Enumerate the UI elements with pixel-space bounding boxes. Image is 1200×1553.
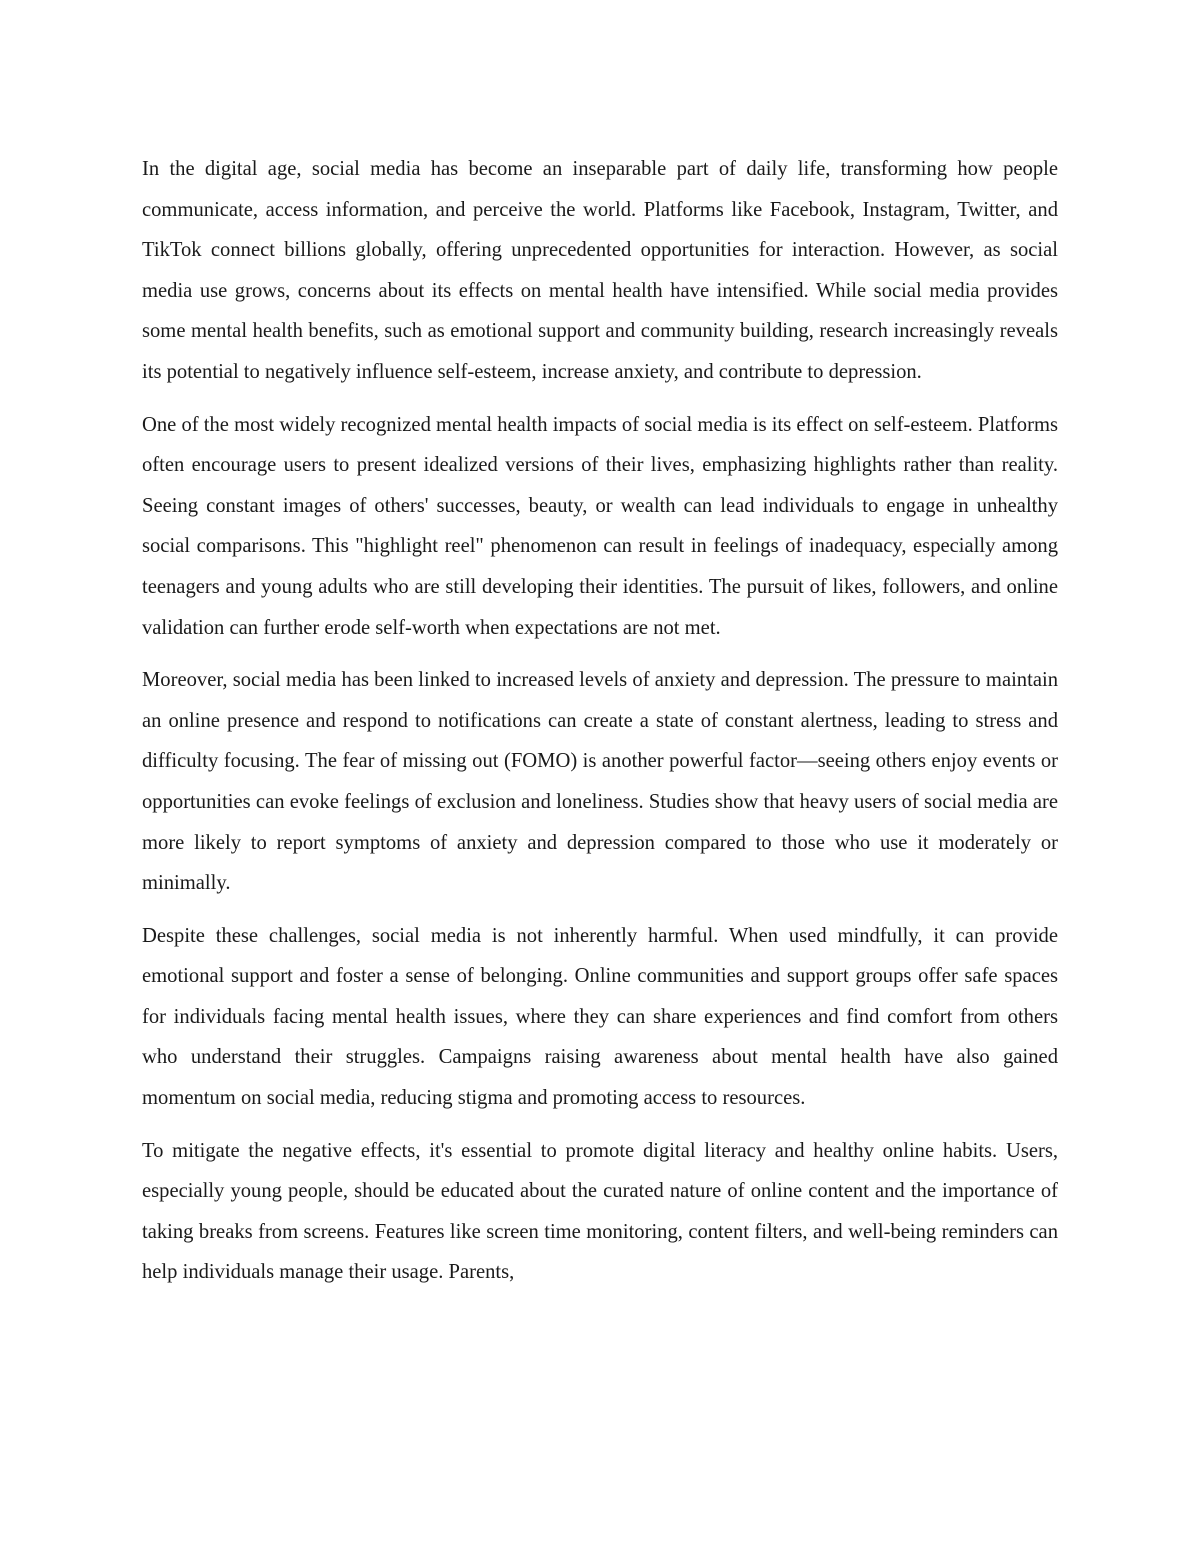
paragraph-benefits: Despite these challenges, social media is not inherently harmful. When used mindfully, it can provide emotional support and foster a sense of belonging. Online communities and support groups offer safe spaces for individuals facing mental health issues, where they can share experiences and find comfort from others who understand their struggles. Campaigns raising awareness about mental health have also gained momentum on social media, reducing stigma and promoting access to resources. bbox=[142, 924, 1058, 1110]
paragraph-anxiety-depression: Moreover, social media has been linked to increased levels of anxiety and depression. The pressure to maintain an online presence and respond to notifications can create a state of constant alertness, leading to stress and difficulty focusing. The fear of missing out (FOMO) is another powerful factor—seeing others enjoy events or opportunities can evoke feelings of exclusion and loneliness. Studies show that heavy users of social media are more likely to report symptoms of anxiety and depression compared to those who use it moderately or minimally. bbox=[142, 669, 1058, 895]
document-body bbox=[142, 149, 1058, 1293]
paragraph-intro: In the digital age, social media has become an inseparable part of daily life, transforming how people communicate, access information, and perceive the world. Platforms like Facebook, Instagram, Twitter, and TikTok connect billions globally, offering unprecedented opportunities for interaction. However, as social media use grows, concerns about its effects on mental health have intensified. While social media provides some mental health benefits, such as emotional support and community building, research increasingly reveals its potential to negatively influence self-esteem, increase anxiety, and contribute to depression. bbox=[142, 158, 1058, 383]
paragraph-mitigation: To mitigate the negative effects, it's essential to promote digital literacy and healthy online habits. Users, especially young people, should be educated about the curated nature of online content and the importance of taking breaks from screens. Features like screen time monitoring, content filters, and well-being reminders can help individuals manage their usage. Parents, bbox=[142, 1139, 1058, 1284]
paragraph-self-esteem: One of the most widely recognized mental health impacts of social media is its effect on self-esteem. Platforms often encourage users to present idealized versions of their lives, emphasizing highlights rather than reality. Seeing constant images of others' successes, beauty, or wealth can lead individuals to engage in unhealthy social comparisons. This "highlight reel" phenomenon can result in feelings of inadequacy, especially among teenagers and young adults who are still developing their identities. The pursuit of likes, followers, and online validation can further erode self-worth when expectations are not met. bbox=[142, 413, 1058, 639]
